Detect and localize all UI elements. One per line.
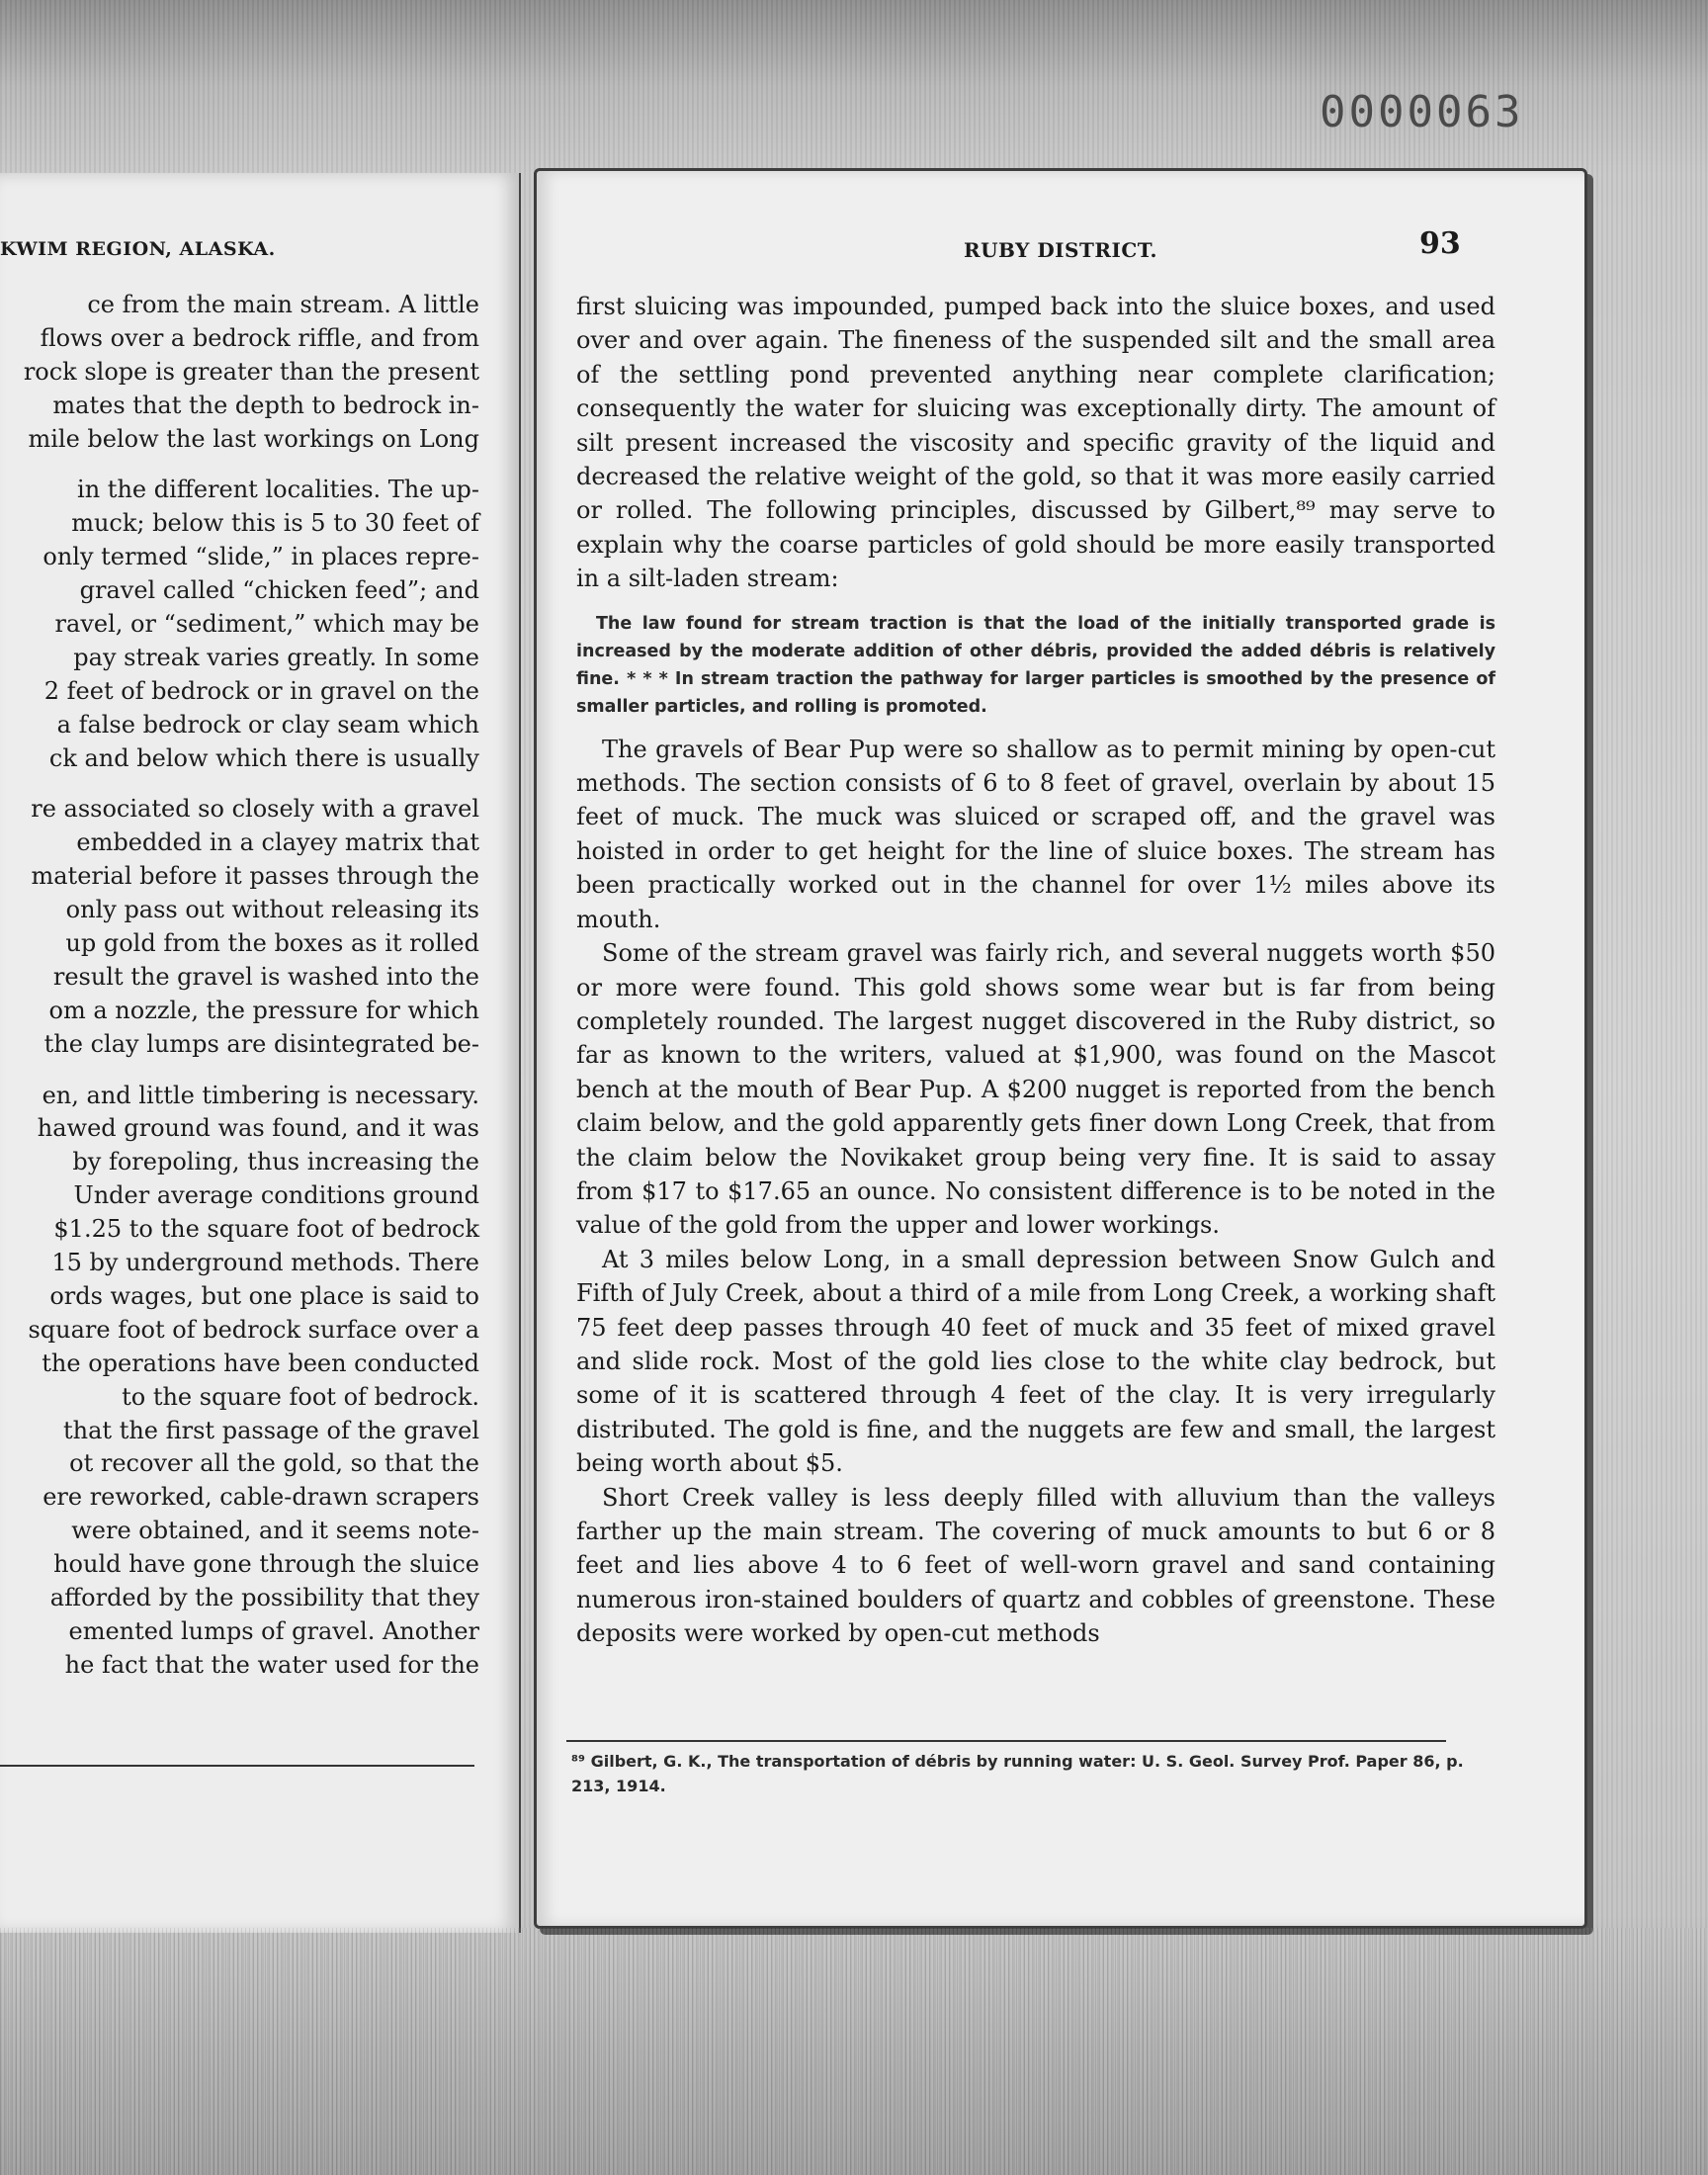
text-line: flows over a bedrock riffle, and from xyxy=(40,323,479,352)
text-line: by forepoling, thus increasing the xyxy=(72,1148,479,1176)
paragraph: first sluicing was impounded, pumped back into the sluice boxes, and used over and over again. The fineness of the suspended silt and the small area of the settling pond prevented anything near complete clarification; consequently the water for sluicing was exceptionally dirty. The amount of silt present increased the viscosity and specific gravity of the liquid and decreased the relative weight of the gold, so that it was more easily carried or rolled. The following principles, discussed by Gilbert,⁸⁹ may serve to explain why the coarse particles of gold should be more easily transported in a silt-laden stream: xyxy=(576,293,1495,593)
archive-stamp-number: 0000063 xyxy=(1320,87,1524,137)
text-line: were obtained, and it seems note- xyxy=(71,1517,479,1545)
text-line: hould have gone through the sluice xyxy=(53,1550,479,1579)
page-body xyxy=(576,290,1495,1651)
text-line: he fact that the water used for the xyxy=(64,1650,479,1679)
left-running-head: KWIM REGION, ALASKA. xyxy=(0,238,276,260)
text-line: to the square foot of bedrock. xyxy=(122,1382,479,1411)
text-line: re associated so closely with a gravel xyxy=(31,795,479,824)
text-line: afforded by the possibility that they xyxy=(49,1583,479,1611)
text-line: mile below the last workings on Long xyxy=(28,424,479,453)
left-footnote-rule xyxy=(0,1765,474,1767)
text-line: the operations have been conducted xyxy=(42,1348,479,1377)
text-line: Under average conditions ground xyxy=(73,1181,479,1210)
text-line: ere reworked, cable-drawn scrapers xyxy=(43,1483,479,1512)
text-line: only termed “slide,” in places repre- xyxy=(43,543,479,571)
text-line: rock slope is greater than the present xyxy=(23,357,479,386)
text-line: that the first passage of the gravel xyxy=(63,1416,479,1444)
paragraph: At 3 miles below Long, in a small depression between Snow Gulch and Fifth of July Creek, about a third of a mile from Long Creek, a working shaft 75 feet deep passes through 40 feet of muck and 35 feet of mixed gravel and slide rock. Most of the gold lies close to the white clay bedrock, but some of it is scattered through 4 feet of the clay. It is very irregularly distributed. The gold is fine, and the nuggets are few and small, the largest being worth about $5. xyxy=(576,1245,1495,1478)
left-page xyxy=(0,173,521,1933)
paragraph: Short Creek valley is less deeply filled with alluvium than the valleys farther up the main stream. The covering of muck amounts to but 6 or 8 feet and lies above 4 to 6 feet of well-worn gravel and sand containing numerous iron-stained boulders of quartz and cobbles of greenstone. These deposits were worked by open-cut methods xyxy=(576,1483,1495,1648)
footnote-rule xyxy=(566,1740,1446,1742)
text-line: muck; below this is 5 to 30 feet of xyxy=(71,509,479,538)
text-line: emented lumps of gravel. Another xyxy=(68,1616,479,1645)
text-line: om a nozzle, the pressure for which xyxy=(48,996,479,1024)
line-gap xyxy=(0,456,479,474)
text-line: square foot of bedrock surface over a xyxy=(28,1315,479,1344)
text-line: embedded in a clayey matrix that xyxy=(76,828,479,857)
text-line: en, and little timbering is necessary. xyxy=(42,1081,479,1109)
page-number: 93 xyxy=(1419,226,1461,261)
text-line: the clay lumps are disintegrated be- xyxy=(43,1029,479,1058)
text-line: material before it passes through the xyxy=(31,862,479,891)
block-quote: The law found for stream traction is that the load of the initially transported grade is increased by the moderate addition of other débris, provided the added débris is relatively fine. * * * In stream traction the pathway for larger particles is smoothed by the presence of smaller particles, and rolling is promoted. xyxy=(576,613,1495,717)
text-line: ot recover all the gold, so that the xyxy=(69,1449,479,1478)
text-line: a false bedrock or clay seam which xyxy=(56,710,479,739)
text-line: hawed ground was found, and it was xyxy=(37,1114,479,1143)
text-line: $1.25 to the square foot of bedrock xyxy=(53,1215,479,1244)
text-line: result the gravel is washed into the xyxy=(52,962,479,991)
left-page-text xyxy=(0,289,479,1683)
text-line: 15 by underground methods. There xyxy=(51,1249,479,1277)
paragraph: The gravels of Bear Pup were so shallow as to permit mining by open-cut methods. The section consists of 6 to 8 feet of gravel, overlain by about 15 feet of muck. The muck was sluiced or scraped off, and the gravel was hoisted in order to get height for the line of sluice boxes. The stream has been practically worked out in the channel for over 1½ miles above its mouth. xyxy=(576,735,1495,933)
line-gap xyxy=(0,1062,479,1080)
text-line: ords wages, but one place is said to xyxy=(49,1281,479,1310)
text-line: 2 feet of bedrock or in gravel on the xyxy=(43,676,479,705)
footnote: ⁸⁹ Gilbert, G. K., The transportation of débris by running water: U. S. Geol. Survey Prof. Paper 86, p. 213, 1914. xyxy=(571,1752,1464,1795)
scan-background xyxy=(0,1928,1708,2175)
text-line: pay streak varies greatly. In some xyxy=(73,643,479,671)
right-page xyxy=(534,168,1587,1929)
text-line: ck and below which there is usually xyxy=(48,743,479,772)
text-line: gravel called “chicken feed”; and xyxy=(79,576,479,605)
text-line: mates that the depth to bedrock in- xyxy=(52,391,479,419)
running-head: RUBY DISTRICT. xyxy=(963,238,1158,262)
line-gap xyxy=(0,775,479,793)
text-line: up gold from the boxes as it rolled xyxy=(65,929,479,958)
text-line: ce from the main stream. A little xyxy=(87,291,479,318)
text-line: in the different localities. The up- xyxy=(77,476,479,504)
paragraph: Some of the stream gravel was fairly rich, and several nuggets worth $50 or more were found. This gold shows some wear but is far from being completely rounded. The largest nugget discovered in the Ruby district, so far as known to the writers, valued at $1,900, was found on the Mascot bench at the mouth of Bear Pup. A $200 nugget is reported from the bench claim below, and the gold apparently gets finer down Long Creek, that from the claim below the Novikaket group being very fine. It is said to assay from $17 to $17.65 an ounce. No consistent difference is to be noted in the value of the gold from the upper and lower workings. xyxy=(576,939,1495,1240)
text-line: only pass out without releasing its xyxy=(65,896,479,924)
text-line: ravel, or “sediment,” which may be xyxy=(54,610,479,639)
